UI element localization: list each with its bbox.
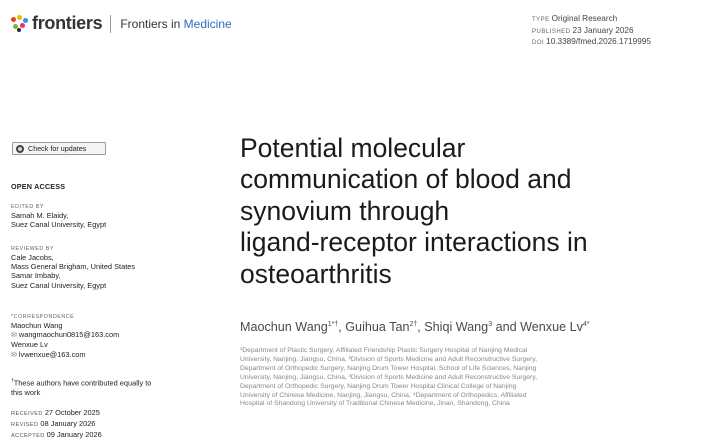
date-label: ACCEPTED — [11, 433, 45, 440]
date-label: RECEIVED — [11, 411, 43, 417]
article-type — [532, 14, 651, 26]
author-name[interactable]: Maochun Wang — [240, 320, 328, 334]
published-value: 23 January 2026 — [572, 25, 634, 35]
article-published — [532, 26, 651, 38]
author-separator: , — [417, 320, 425, 334]
article-doi[interactable] — [532, 37, 651, 49]
mail-icon: ✉ — [11, 351, 17, 359]
article-meta — [532, 14, 651, 49]
reviewed-by-label: REVIEWED BY — [11, 246, 54, 252]
title-line: Potential molecular — [240, 133, 466, 163]
date-value: 09 January 2026 — [46, 430, 102, 440]
correspondent-name: Maochun Wang — [11, 321, 63, 330]
affiliation-line: University of Chinese Medicine, Nanjing, Jiangsu, China, ⁴Department of Orthopedics, Affiliated — [240, 391, 527, 399]
published-key: PUBLISHED — [532, 28, 571, 35]
reviewed-by-line: Cale Jacobs, — [11, 253, 54, 262]
affiliation-line: ¹Department of Plastic Surgery, Affiliated Friendship Plastic Surgery Hospital of Nanjing Medical — [240, 347, 528, 354]
edited-by-section — [11, 204, 211, 229]
journal-prefix: Frontiers in — [120, 16, 184, 31]
date-label: REVISED — [11, 422, 39, 429]
author-affiliation-mark: 3 — [488, 320, 493, 328]
check-for-updates-label: Check for updates — [28, 144, 87, 153]
reviewed-by-line: Mass General Brigham, United States — [11, 262, 136, 272]
article-title — [240, 133, 680, 290]
author-separator: , — [338, 320, 346, 334]
journal-name — [120, 17, 231, 31]
reviewed-by-line: Samar Imbaby, — [11, 271, 61, 281]
email-link[interactable]: wangmaochun0815@163.com — [18, 330, 120, 340]
correspondence-label: *CORRESPONDENCE — [11, 314, 75, 320]
title-line: communication of blood and — [240, 164, 572, 195]
reviewed-by-line: Suez Canal University, Egypt — [11, 280, 107, 290]
check-for-updates-button[interactable] — [12, 142, 106, 155]
edited-by-label: EDITED BY — [11, 204, 44, 210]
date-value: 27 October 2025 — [44, 408, 100, 417]
date-revised — [11, 419, 211, 430]
author-affiliation-mark: 1*† — [327, 320, 339, 328]
affiliation-line: Hospital of Shandong University of Traditional Chinese Medicine, Jinan, Shandong, China — [240, 400, 510, 408]
correspondent-name: Wenxue Lv — [11, 340, 48, 350]
correspondent-email[interactable] — [11, 350, 211, 360]
doi-value[interactable]: 10.3389/fmed.2026.1719995 — [546, 37, 651, 47]
date-accepted — [11, 430, 211, 441]
edited-by-line: Suez Canal University, Egypt — [11, 220, 107, 230]
dates-section — [11, 408, 211, 442]
affiliations — [240, 347, 680, 409]
brand-name: frontiers — [32, 13, 103, 33]
date-received — [11, 408, 211, 419]
author-name[interactable]: Wenxue Lv — [520, 320, 583, 334]
frontiers-logo-icon — [11, 15, 29, 33]
footnote-mark: † — [11, 378, 14, 384]
affiliation-line: University, Nanjing, Jiangsu, China, ³Division of Sports Medicine and Adult Reconstructive Surgery, — [240, 373, 538, 381]
author-name[interactable]: Shiqi Wang — [424, 320, 489, 334]
footnote-line: this work — [11, 387, 41, 397]
author-separator: and — [492, 320, 521, 334]
author-list — [240, 320, 590, 334]
footnote-line — [11, 377, 211, 388]
mail-icon: ✉ — [11, 332, 17, 340]
author-name[interactable]: Guihua Tan — [345, 320, 410, 334]
correspondence-section — [11, 314, 211, 360]
crossmark-icon — [16, 145, 24, 153]
journal-header — [11, 13, 232, 34]
doi-key: DOI — [532, 40, 545, 47]
email-link[interactable]: lvwenxue@163.com — [18, 349, 86, 359]
equal-contribution-note — [11, 377, 211, 397]
author-affiliation-mark: 2† — [409, 320, 418, 328]
title-line: ligand-receptor interactions in — [240, 227, 588, 258]
journal-subject: Medicine — [183, 16, 232, 31]
reviewed-by-section — [11, 246, 211, 290]
date-value: 08 January 2026 — [40, 419, 96, 429]
footnote-text: These authors have contributed equally to — [13, 378, 152, 388]
divider — [110, 15, 111, 33]
type-key: TYPE — [532, 17, 550, 23]
edited-by-line: Samah M. Elaidy, — [11, 211, 69, 220]
author-affiliation-mark: 4* — [582, 320, 590, 328]
affiliation-line: Department of Orthopedic Surgery, Nanjing Drum Tower Hospital, School of Life Sciences, Nanjing — [240, 364, 537, 372]
correspondent-email[interactable] — [11, 330, 211, 340]
affiliation-line: Department of Orthopedic Surgery, Nanjing Drum Tower Hospital Clinical College of Nanjing — [240, 382, 517, 390]
title-line: synovium through — [240, 195, 450, 226]
affiliation-line: University, Nanjing, Jiangsu, China, ²Division of Sports Medicine and Adult Reconstructive Surgery, — [240, 355, 538, 363]
open-access-label: OPEN ACCESS — [11, 182, 66, 191]
title-line: osteoarthritis — [240, 258, 392, 289]
type-value: Original Research — [551, 14, 618, 23]
